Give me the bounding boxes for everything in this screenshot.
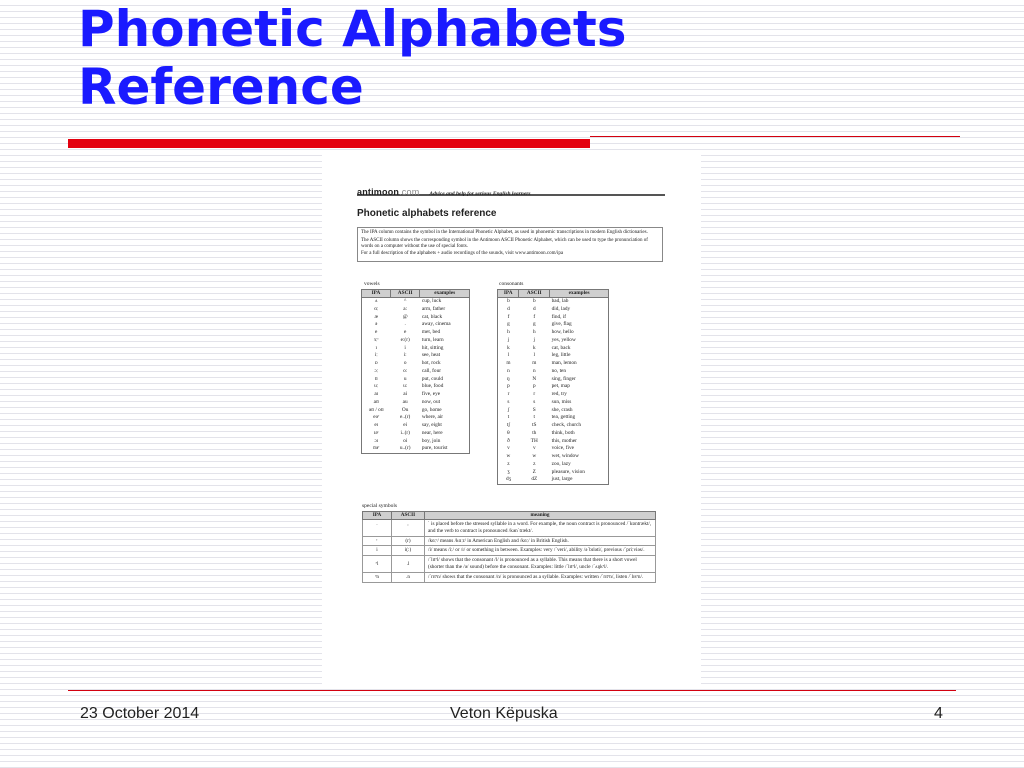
cell-ascii: ^ (403, 298, 407, 304)
consonants-table (497, 289, 609, 485)
table-row (362, 298, 470, 306)
table-row (362, 414, 470, 422)
col-header-examples: examples (420, 290, 470, 298)
cell-ipa: ɜːʳ (373, 336, 379, 343)
cell-ipa: w (506, 453, 511, 459)
footer-author: Veton Këpuska (450, 705, 558, 722)
cell-ascii: v (532, 445, 536, 452)
slide-title (78, 0, 978, 116)
table-row (362, 422, 470, 430)
cell-ascii: u: (403, 383, 408, 390)
cell-ascii: Ou (401, 406, 409, 413)
table-row (362, 345, 470, 353)
col-header-ipa: IPA (362, 290, 391, 298)
cell-ascii: .n (392, 572, 425, 582)
cell-ascii: p (532, 383, 536, 390)
cell-ipa: ɪ (375, 344, 377, 351)
cell-ipa: eəʳ (373, 414, 380, 421)
special-symbols-table (362, 511, 656, 583)
table-row (498, 368, 609, 376)
cell-ascii: s (533, 398, 536, 405)
table-row (363, 546, 656, 556)
col-header-ascii: ASCII (390, 290, 419, 298)
cell-ascii: e (403, 329, 407, 335)
cell-ipa: ɑː (374, 305, 379, 312)
table-row (362, 368, 470, 376)
cell-ipa: n (507, 367, 510, 374)
cell-ipa: ʒ (507, 468, 510, 475)
cell-examples: give, flag (551, 321, 572, 328)
doc-intro-box (357, 227, 663, 262)
cell-ipa: uː (374, 383, 379, 390)
table-row (498, 376, 609, 384)
cell-ipa: ɔː (374, 367, 379, 374)
cell-ipa: ɪəʳ (373, 429, 379, 436)
cell-examples: pleasure, vision (551, 468, 585, 475)
cell-ipa: ŋ (507, 375, 510, 382)
col-header-ascii: ASCII (392, 512, 425, 520)
table-row (362, 391, 470, 399)
cell-ipa: əʊ / oʊ (368, 406, 384, 413)
cell-examples: met, bed (421, 329, 441, 335)
col-header-ipa: IPA (498, 290, 519, 298)
cell-ascii: o: (403, 367, 408, 374)
cell-ipa: tʃ (506, 422, 511, 428)
cell-ascii: i..(r) (400, 429, 410, 436)
table-row (362, 321, 470, 329)
doc-brand-logo (357, 187, 419, 197)
cell-ascii: tS (532, 422, 537, 428)
cell-examples: go, home (421, 406, 442, 413)
cell-ascii: a: (403, 305, 408, 312)
cell-examples: did, lady (551, 305, 571, 312)
cell-examples: see, heat (421, 352, 441, 359)
table-row (498, 461, 609, 469)
table-row (362, 306, 470, 314)
cell-examples: cat, back (551, 344, 571, 351)
cell-meaning: ˈ is placed before the stressed syllable in a word. For example, the noun contract is pronounced /ˈkɒntrækt/, and the verb to contract is pronounced /kənˈtrækt/. (425, 520, 656, 537)
doc-brand-name: antimoon (357, 187, 400, 197)
table-row (362, 376, 470, 384)
table-row (498, 345, 609, 353)
reference-document-image (322, 152, 701, 687)
cell-ascii: d (532, 305, 536, 312)
cell-ascii: th (532, 429, 537, 436)
cell-ipa: g (507, 321, 510, 328)
cell-ipa: m (506, 360, 511, 366)
cell-examples: voice, five (551, 445, 574, 452)
cell-ascii: e..(r) (400, 414, 411, 421)
cell-ascii: f (533, 313, 536, 320)
cell-examples: near, here (421, 429, 443, 436)
cell-ascii: dZ (531, 476, 538, 483)
cell-ascii: u (403, 375, 407, 382)
cell-examples: five, eye (421, 391, 441, 397)
cell-examples: turn, learn (421, 336, 444, 343)
cell-ipa: e (375, 329, 378, 335)
cell-ipa: v (507, 445, 510, 452)
table-row (498, 329, 609, 337)
cell-ipa: ˈ (363, 520, 392, 537)
cell-ipa: j (507, 336, 510, 343)
cell-ascii: ai (403, 391, 408, 397)
doc-title: Phonetic alphabets reference (357, 208, 497, 219)
cell-examples: hot, rock (421, 360, 441, 366)
doc-header (357, 182, 665, 196)
table-row (362, 430, 470, 438)
table-row (363, 556, 656, 573)
cell-examples: no, ten (551, 367, 567, 374)
table-row (362, 445, 470, 453)
cell-ipa: ð (507, 437, 510, 444)
cell-examples: how, hello (551, 329, 574, 335)
cell-ascii: i(:) (392, 546, 425, 556)
cell-ipa: ʊəʳ (373, 445, 380, 452)
cell-examples: bad, lab (551, 298, 569, 304)
table-row (498, 321, 609, 329)
table-row (362, 329, 470, 337)
table-row (362, 337, 470, 345)
cell-examples: say, eight (421, 422, 442, 428)
cell-ascii: @ (402, 313, 408, 320)
col-header-examples: examples (550, 290, 609, 298)
cell-ascii: r (533, 391, 536, 397)
cell-ipa: z (507, 460, 510, 467)
doc-intro-paragraph: The IPA column contains the symbol in the International Phonetic Alphabet, as used in phonemic transcriptions in modern English dictionaries. (361, 230, 648, 235)
cell-ipa: ə (375, 321, 378, 328)
cell-ipa: æ (374, 313, 378, 320)
cell-ipa: aʊ (373, 398, 379, 405)
cell-ascii: t (533, 414, 535, 421)
cell-ipa: r (507, 391, 510, 397)
cell-ipa: ʊ (374, 375, 378, 382)
table-row (498, 407, 609, 415)
table-row (362, 314, 470, 322)
cell-examples: zoo, lazy (551, 460, 571, 467)
cell-examples: call, four (421, 367, 441, 374)
table-row (362, 352, 470, 360)
cell-ipa: k (507, 344, 510, 351)
special-symbols-caption: special symbols (362, 503, 397, 509)
cell-ascii: n (532, 367, 536, 374)
footer-page-number: 4 (934, 705, 943, 722)
cell-examples: cat, black (421, 313, 443, 320)
table-row (363, 520, 656, 537)
cell-meaning: /kɑːʳ/ means /kɑːr/ in American English and /kɑː/ in British English. (425, 536, 656, 546)
cell-ascii: u..(r) (399, 445, 411, 452)
cell-ipa: l (507, 352, 510, 359)
special-header-row (363, 512, 656, 520)
title-underline-bar (68, 139, 590, 148)
cell-examples: she, crash (551, 406, 573, 413)
cell-ipa: eɪ (374, 422, 379, 428)
cell-examples: blue, food (421, 383, 444, 390)
cell-ascii: l (533, 352, 535, 359)
slide-title-line1: Phonetic Alphabets (78, 0, 627, 58)
col-header-ipa: IPA (363, 512, 392, 520)
cell-ipa: b (507, 298, 510, 304)
cell-ipa: ᵊn (363, 572, 392, 582)
table-row (362, 360, 470, 368)
cell-examples: wet, window (551, 453, 580, 459)
cell-ipa: aɪ (374, 391, 379, 397)
cell-ipa: t (507, 414, 510, 421)
col-header-ascii: ASCII (519, 290, 550, 298)
cell-ipa: ʌ (374, 298, 378, 304)
col-header-meaning: meaning (425, 512, 656, 520)
cell-examples: pure, tourist (421, 445, 448, 452)
table-row (363, 536, 656, 546)
cell-ascii: N (532, 375, 537, 382)
cell-ascii: g (532, 321, 536, 328)
cell-ascii: TH (530, 437, 538, 444)
cell-ipa: h (507, 329, 510, 335)
cell-examples: this, mother (551, 437, 577, 444)
cell-ascii: h (532, 329, 536, 335)
doc-brand-suffix: .com (399, 187, 420, 197)
slide-title-line2: Reference (78, 58, 364, 116)
cell-examples: sun, miss (551, 398, 572, 405)
cell-examples: put, could (421, 375, 444, 382)
table-row (498, 445, 609, 453)
cell-ascii: . (404, 321, 406, 328)
table-row (498, 360, 609, 368)
cell-ascii: b (532, 298, 536, 304)
cell-ipa: ʃ (507, 406, 510, 413)
cell-ascii: au (402, 398, 408, 405)
cell-meaning: /i/ means /iː/ or /ɪ/ or something in between. Examples: very /ˈveri/, ability /əˈbɪləti/, previous /ˈpriːviəs/. (425, 546, 656, 556)
doc-intro-paragraph: The ASCII column shows the corresponding symbol in the Antimoon ASCII Phonetic Alphabet, which can be used to type the pronunciation of words on a computer without the use of special fonts. (361, 237, 648, 249)
cell-ascii: k (532, 344, 536, 351)
cell-examples: now, out (421, 398, 441, 405)
cell-ipa: ᵊl (363, 556, 392, 573)
cell-ascii: oi (403, 437, 408, 444)
cell-ipa: d (507, 305, 510, 312)
cell-ascii: S (532, 406, 536, 413)
table-row (362, 438, 470, 446)
cell-ipa: ɒ (374, 360, 378, 366)
cell-meaning: /ˈrɪtᵊn/ shows that the consonant /n/ is pronounced as a syllable. Examples: written /ˈrɪtᵊn/, listen /ˈlɪsᵊn/. (425, 572, 656, 582)
cell-examples: pet, map (551, 383, 570, 390)
cell-examples: check, church (551, 422, 582, 428)
cell-examples: sing, finger (551, 375, 576, 382)
table-row (498, 383, 609, 391)
cell-ipa: p (507, 383, 510, 390)
cell-ascii: e:(r) (400, 336, 410, 343)
footer-date: 23 October 2014 (80, 705, 200, 722)
cell-examples: leg, little (551, 352, 571, 359)
consonants-caption: consonants (499, 281, 524, 287)
table-row (362, 399, 470, 407)
cell-ipa: ɔɪ (374, 437, 379, 444)
cell-examples: cup, luck (421, 298, 442, 304)
cell-ascii: (r) (392, 536, 425, 546)
cell-ipa: f (507, 313, 510, 320)
cell-ascii: i (404, 344, 406, 351)
table-row (498, 476, 609, 484)
cell-examples: find, if (551, 313, 567, 320)
cell-examples: red, try (551, 391, 567, 397)
cell-ipa: iː (374, 352, 378, 359)
cell-examples: think, both (551, 429, 575, 436)
cell-examples: boy, join (421, 437, 441, 444)
vowels-header-row (362, 290, 470, 298)
table-row (498, 469, 609, 477)
cell-ipa: θ (507, 429, 510, 436)
cell-ascii: i: (403, 352, 407, 359)
doc-intro-paragraph: For a full description of the alphabets + audio recordings of the sounds, visit www.antimoon.com/ipa (361, 251, 564, 257)
cell-ascii: w (532, 453, 537, 459)
cell-ascii: ei (403, 422, 408, 428)
cell-ascii: j (533, 336, 535, 343)
cell-ascii: z (533, 460, 536, 467)
table-row (498, 453, 609, 461)
cell-ascii: m (532, 360, 537, 366)
consonants-header-row (498, 290, 609, 298)
table-row (498, 430, 609, 438)
table-row (498, 352, 609, 360)
cell-examples: away, cinema (421, 321, 451, 328)
cell-ipa: dʒ (505, 476, 511, 483)
cell-examples: where, air (421, 414, 444, 421)
table-row (498, 298, 609, 306)
doc-tagline: Advice and help for serious English learners (429, 191, 531, 197)
footer-rule (68, 690, 956, 691)
vowels-table (361, 289, 470, 454)
table-row (498, 422, 609, 430)
table-row (498, 399, 609, 407)
cell-examples: just, large (551, 476, 573, 483)
vowels-caption: vowels (364, 281, 380, 287)
cell-examples: hit, sitting (421, 344, 444, 351)
cell-examples: tea, getting (551, 414, 576, 421)
cell-ipa: s (507, 398, 510, 405)
table-row (498, 391, 609, 399)
cell-meaning: /ˈlɪtᵊl/ shows that the consonant /l/ is pronounced as a syllable. This means that there is a short vowel (shorter than the /ə/ sound) before the consonant. Examples: little /ˈlɪtᵊl/, uncle /ˈʌŋkᵊl/. (425, 556, 656, 573)
cell-ipa: ʳ (363, 536, 392, 546)
cell-ascii: Z (532, 468, 536, 475)
title-underline-rule (590, 136, 960, 137)
table-row (362, 383, 470, 391)
cell-ascii: o (403, 360, 407, 366)
table-row (363, 572, 656, 582)
cell-examples: man, lemon (551, 360, 577, 366)
cell-ipa: i (363, 546, 392, 556)
table-row (362, 407, 470, 415)
table-row (498, 414, 609, 422)
cell-ascii: .l (392, 556, 425, 573)
cell-examples: yes, yellow (551, 336, 576, 343)
table-row (498, 306, 609, 314)
table-row (498, 337, 609, 345)
cell-examples: arm, father (421, 305, 446, 312)
cell-ascii: ' (392, 520, 425, 537)
